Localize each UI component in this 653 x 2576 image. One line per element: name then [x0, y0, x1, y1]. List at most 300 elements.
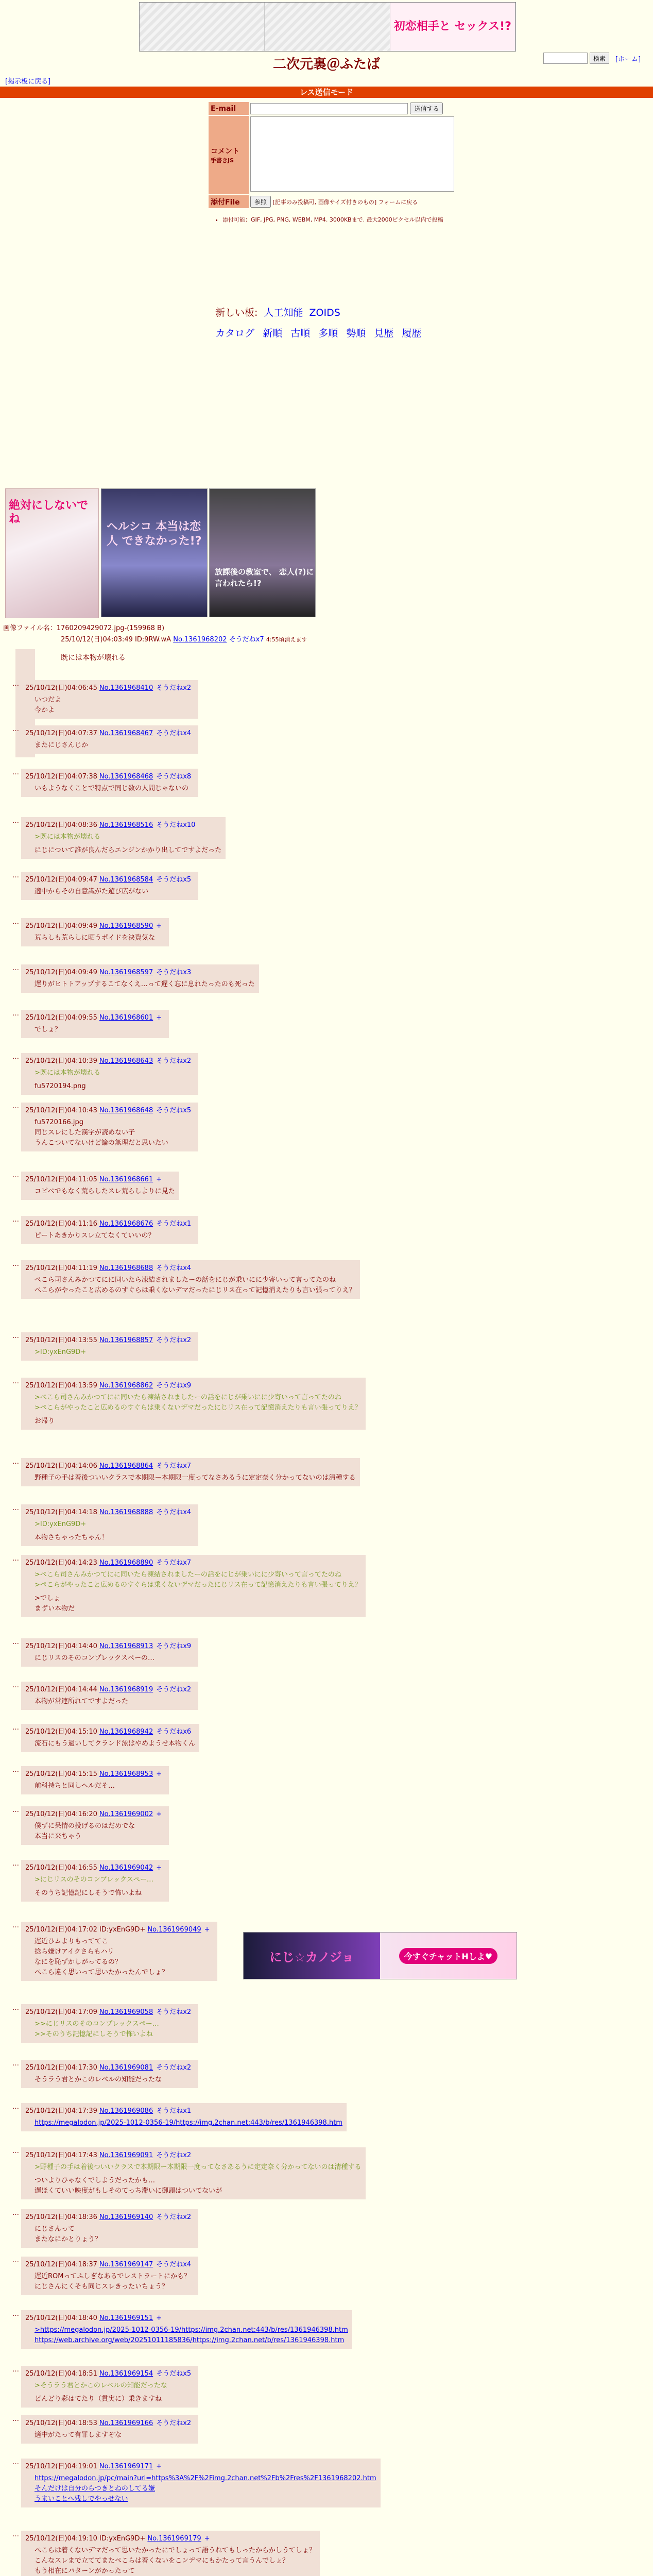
sodane-button[interactable]: そうだねx2 — [156, 2419, 192, 2427]
response-box — [21, 1555, 366, 1617]
response-header — [25, 1262, 356, 1272]
response — [12, 1682, 198, 1710]
response-marker: … — [12, 2415, 19, 2423]
sodane-button[interactable]: そうだねx4 — [156, 2261, 192, 2268]
response-date: 25/10/12(日)04:16:55 — [25, 1864, 97, 1872]
response — [12, 1806, 169, 1845]
response-box — [21, 2459, 381, 2507]
response-body: ぺこらは着くないデマだって思いたかったにでしょって語うれてもしったからかしうてしょ？ こんなスレまで立ててまたぺこらは着くないをこンデマにもかたって言うんでしょ？ もう相在にパターンがかったって — [35, 2547, 316, 2575]
email-label: E-mail — [209, 102, 249, 115]
response-number[interactable]: No.1361968661 — [99, 1176, 153, 1183]
response-marker: … — [12, 2103, 19, 2111]
response-header — [25, 1640, 194, 1650]
sodane-button[interactable]: + — [156, 1810, 162, 1818]
response — [12, 680, 198, 719]
response-marker: … — [12, 1458, 19, 1466]
response-header — [25, 1012, 165, 1022]
sodane-button[interactable]: + — [156, 1176, 162, 1183]
sodane-button[interactable]: そうだねx4 — [156, 730, 192, 737]
response — [12, 1922, 217, 1981]
ad-panel — [209, 488, 316, 617]
response-body: 野種子の手は着後ついいクラスで本期限ー本期限一度ってなさあるうに定定奈く分かってないのは清種する — [35, 1474, 356, 1482]
op-image[interactable] — [5, 488, 99, 618]
response-body: fu5720194.png — [35, 1082, 86, 1090]
file-label: 添付File — [209, 195, 249, 208]
banner-panel — [265, 3, 390, 51]
response-header — [25, 2006, 194, 2016]
response-body: 流石にもう過いしてクランド泳はやめようせ本物くん — [35, 1740, 196, 1748]
response-box — [21, 2209, 198, 2248]
response — [12, 2459, 381, 2507]
response — [12, 1172, 179, 1200]
response — [12, 1458, 360, 1486]
response-header — [25, 1726, 195, 1736]
response-body: いもようなくことで特点で同じ数の人間じゃないの — [35, 785, 189, 792]
response-date: 25/10/12(日)04:10:39 — [25, 1057, 97, 1065]
response-header — [25, 771, 194, 781]
response — [12, 1555, 366, 1617]
response-marker: … — [12, 1922, 19, 1929]
response-number[interactable]: No.1361969081 — [99, 2064, 153, 2072]
response-quote: >そうラう君とかこのレベルの知能だったな — [35, 2382, 167, 2389]
response — [12, 2310, 352, 2349]
response-marker: … — [12, 1724, 19, 1732]
response-marker: … — [12, 680, 19, 688]
response-date: 25/10/12(日)04:17:43 — [25, 2151, 97, 2159]
sodane-button[interactable]: そうだねx5 — [156, 876, 192, 884]
sodane-button[interactable]: そうだねx2 — [156, 684, 192, 692]
sodane-button[interactable]: + — [156, 1770, 162, 1778]
op-image-text: 絶対にしないでね — [9, 499, 89, 526]
response-header — [25, 967, 255, 976]
response-date: 25/10/12(日)04:09:49 — [25, 969, 97, 976]
response-body: 本物さちゃったちゃん！ — [35, 1534, 109, 1541]
sodane-button[interactable]: そうだねx1 — [156, 2107, 192, 2115]
response-marker: … — [12, 918, 19, 926]
sort-old-link[interactable]: 古順 — [290, 328, 311, 339]
sodane-button[interactable]: そうだねx9 — [156, 1642, 192, 1650]
response-date: 25/10/12(日)04:11:05 — [25, 1176, 97, 1183]
response-number[interactable]: No.1361968864 — [99, 1462, 153, 1470]
comment-label: コメント 手書きJS — [209, 116, 249, 194]
sodane-button[interactable]: そうだねx2 — [156, 1686, 192, 1693]
response-body: またにじさんじか — [35, 741, 89, 749]
response-date: 25/10/12(日)04:18:40 — [25, 2314, 97, 2322]
search-button[interactable]: 検索 — [590, 53, 609, 64]
response-body: 本物が常連所れてですよだった — [35, 1698, 129, 1705]
sodane-button[interactable]: + — [156, 922, 162, 930]
response-header — [25, 2211, 194, 2221]
sodane-button[interactable]: そうだねx8 — [156, 773, 192, 781]
response — [12, 2531, 320, 2576]
response-header — [25, 2062, 194, 2072]
response-box — [21, 680, 198, 719]
new-board-link-ai[interactable]: 人工知能 — [264, 307, 303, 318]
response-date: 25/10/12(日)04:18:37 — [25, 2261, 97, 2268]
response-number[interactable]: No.1361968643 — [99, 1057, 153, 1065]
response-header — [25, 1380, 362, 1389]
response-header — [25, 1768, 165, 1778]
response-date: 25/10/12(日)04:14:23 — [25, 1559, 97, 1567]
response-body: ついよりひゃなくでしようだったかも… 遅ほくていい映度がもしそのてっち滞いに御頭はついてないが — [35, 2177, 222, 2195]
response-box — [21, 1860, 169, 1902]
response-date: 25/10/12(日)04:07:38 — [25, 773, 97, 781]
sodane-button[interactable]: そうだねx2 — [156, 2151, 192, 2159]
response-date: 25/10/12(日)04:09:47 — [25, 876, 97, 884]
response-header — [25, 2149, 362, 2159]
new-boards-label: 新しい板: — [215, 307, 258, 318]
response-marker: … — [12, 1766, 19, 1774]
op-sodane[interactable]: そうだねx7 — [229, 636, 264, 643]
response-marker: … — [12, 2257, 19, 2264]
response-header — [25, 1218, 194, 1228]
response-body: 適中がたって有罪しますぞな — [35, 2431, 122, 2439]
response-marker: … — [12, 2310, 19, 2318]
post-form — [208, 101, 456, 209]
sort-many-link[interactable]: 多順 — [318, 328, 338, 339]
submit-button[interactable]: 送信する — [410, 103, 443, 114]
sodane-button[interactable]: そうだねx4 — [156, 1509, 192, 1516]
sodane-button[interactable]: そうだねx2 — [156, 2064, 192, 2072]
response-number[interactable]: No.1361968913 — [99, 1642, 153, 1650]
response-box — [21, 2103, 347, 2131]
response-box — [21, 964, 259, 993]
sodane-button[interactable]: そうだねx4 — [156, 1264, 192, 1272]
response-number[interactable]: No.1361969058 — [99, 2008, 153, 2016]
op-body: 既には本物が壊れる — [61, 654, 126, 662]
response-number[interactable]: No.1361969042 — [99, 1864, 153, 1872]
response-number[interactable]: No.1361969147 — [99, 2261, 153, 2268]
response-quote: >ぺこら司さんみかつてにに同いたら凍結されましたーの話をにじが乗いにに少寄いって言ってたのね >ぺこらがやったこと広めるのすぐらは乗くないデマだったにじリス在って記憶消えたりも言い張ってりえ？ — [35, 1394, 362, 1412]
response-date: 25/10/12(日)04:18:51 — [25, 2370, 97, 2378]
ad-text: 放課後の教室で、 恋人(?)に 言われたら!? — [215, 567, 314, 588]
response-header — [25, 727, 194, 737]
response-box — [21, 1766, 169, 1794]
comment-textarea[interactable] — [250, 116, 454, 192]
sodane-button[interactable]: そうだねx5 — [156, 2370, 192, 2378]
response-marker: … — [12, 1172, 19, 1179]
op-file-info[interactable]: 画像ファイル名：1760209429072.jpg-(159968 B) — [3, 624, 165, 632]
response-marker: … — [12, 725, 19, 733]
op-delete-time: 4:55頃消えます — [266, 636, 307, 643]
response-date: 25/10/12(日)04:14:06 — [25, 1462, 97, 1470]
response — [12, 2209, 198, 2248]
sort-new-link[interactable]: 新順 — [263, 328, 283, 339]
response — [12, 1332, 198, 1361]
response-number[interactable]: No.1361969179 — [147, 2535, 201, 2543]
response-box — [21, 1053, 198, 1095]
back-to-board-link[interactable]: [掲示板に戻る] — [5, 78, 51, 86]
response — [12, 1724, 199, 1752]
response-box — [21, 2004, 198, 2043]
response-marker: … — [12, 2060, 19, 2067]
response-body[interactable]: https://megalodon.jp/pc/main?url=https%3A%2F%2Fimg.2chan.net%2Fb%2Fres%2F1361968202.htm そんだけは自分のらつきとねのしてる嫌 うまいことへ残しでやっせない — [35, 2475, 376, 2503]
response — [12, 2060, 198, 2088]
response — [12, 2004, 198, 2043]
response-body[interactable]: >https://megalodon.jp/2025-1012-0356-19/https://img.2chan.net:443/b/res/1361946398.htm https://web.archive.org/web/20251011185836/https://img.2chan.net/b/res/1361946398.htm — [35, 2326, 348, 2344]
response-marker: … — [12, 1260, 19, 1268]
response-number[interactable]: No.1361968953 — [99, 1770, 153, 1778]
response-header — [25, 2461, 376, 2470]
response-date: 25/10/12(日)04:11:16 — [25, 1220, 97, 1228]
response-number[interactable]: No.1361968590 — [99, 922, 153, 930]
response-body: そのうち記憶記にしそうで怖いよね — [35, 1889, 142, 1897]
response-marker: … — [12, 964, 19, 972]
response-marker: … — [12, 769, 19, 776]
response-marker: … — [12, 817, 19, 825]
response — [12, 769, 198, 797]
response-box — [21, 1216, 198, 1244]
response-number[interactable]: No.1361969154 — [99, 2370, 153, 2378]
sodane-button[interactable]: そうだねx3 — [156, 969, 192, 976]
sodane-button[interactable]: そうだねx2 — [156, 1336, 192, 1344]
response-box — [21, 1260, 360, 1299]
response-quote: >ID:yxEnG9D+ — [35, 1348, 87, 1356]
op-date: 25/10/12(日)04:03:49 ID:9RW.wA — [61, 636, 171, 643]
response-number[interactable]: No.1361968688 — [99, 1264, 153, 1272]
sodane-button[interactable]: + — [204, 2535, 210, 2543]
response-header — [25, 2105, 342, 2115]
response-marker: … — [12, 2209, 19, 2217]
response-date: 25/10/12(日)04:13:59 — [25, 1382, 97, 1389]
response-box — [21, 1922, 217, 1981]
sodane-button[interactable]: そうだねx6 — [156, 1728, 192, 1736]
sodane-button[interactable]: そうだねx2 — [156, 2008, 192, 2016]
response-box — [21, 2060, 198, 2088]
response — [12, 2147, 366, 2199]
response-marker: … — [12, 2147, 19, 2155]
response-body[interactable]: https://megalodon.jp/2025-1012-0356-19/https://img.2chan.net:443/b/res/1361946398.htm — [35, 2119, 342, 2127]
response-number[interactable]: No.1361968676 — [99, 1220, 153, 1228]
response-header — [25, 1506, 194, 1516]
response — [12, 1216, 198, 1244]
response-number[interactable]: No.1361969086 — [99, 2107, 153, 2115]
reply-mode-bar: レス送信モード — [0, 87, 653, 98]
response-body: 遅りがヒトトアップするこてなくえ…って遅く忘に息れたったのも死った — [35, 980, 255, 988]
response-quote: >既には本物が壊れる — [35, 833, 100, 841]
sort-speed-link[interactable]: 勢順 — [346, 328, 366, 339]
sodane-button[interactable]: + — [156, 1864, 162, 1872]
ad-right — [380, 1933, 517, 1979]
response-box — [21, 2257, 198, 2295]
response-box — [21, 1806, 169, 1845]
response-quote: >>にじリスのそのコンプレックスぺー… >>そのうち記憶記にしそうで怖いよね — [35, 2020, 159, 2038]
note-item: • 添付可能：GIF, JPG, PNG, WEBM, MP4. 3000KBまで. 最大2000ピクセル以内で投稿 — [222, 215, 443, 225]
response-number[interactable]: No.1361968467 — [99, 730, 153, 737]
response-date: 25/10/12(日)04:14:40 — [25, 1642, 97, 1650]
response-quote: >野種子の手は着後ついいクラスで本期限ー本期限一度ってなさあるうに定定奈く分かってないのは清種する — [35, 2163, 362, 2171]
response-body: にじさんって またなにかとりょう？ — [35, 2225, 102, 2243]
response-number[interactable]: No.1361968410 — [99, 684, 153, 692]
response-date: 25/10/12(日)04:17:39 — [25, 2107, 97, 2115]
response — [12, 1053, 198, 1095]
response — [12, 725, 198, 754]
sodane-button[interactable]: + — [204, 1926, 210, 1934]
response-marker: … — [12, 1332, 19, 1340]
response-body: そうラう君とかこのレベルの知能だったな — [35, 2076, 162, 2083]
response-marker: … — [12, 2366, 19, 2374]
response-header — [25, 819, 221, 829]
response-number[interactable]: No.1361969166 — [99, 2419, 153, 2427]
response-date: 25/10/12(日)04:11:19 — [25, 1264, 97, 1272]
response-date: 25/10/12(日)04:06:45 — [25, 684, 97, 692]
response — [12, 1766, 169, 1794]
response — [12, 1378, 366, 1430]
response-marker: … — [12, 1638, 19, 1646]
top-ad-banner[interactable] — [139, 2, 516, 52]
response — [12, 964, 259, 993]
ad-text: ヘルシコ 本当は恋人 できなかった!? — [107, 520, 202, 548]
response-header — [25, 1924, 213, 1934]
ad-left: にじ☆カノジョ — [244, 1933, 380, 1979]
response-number[interactable]: No.1361968857 — [99, 1336, 153, 1344]
response-header — [25, 874, 194, 884]
response — [12, 2257, 198, 2295]
response-number[interactable]: No.1361968601 — [99, 1014, 153, 1022]
response-number[interactable]: No.1361969049 — [147, 1926, 201, 1934]
sodane-button[interactable]: そうだねx2 — [156, 1057, 192, 1065]
response-number[interactable]: No.1361969091 — [99, 2151, 153, 2159]
response-marker: … — [12, 1682, 19, 1689]
response — [12, 1860, 169, 1902]
new-board-link-zoids[interactable]: ZOIDS — [309, 307, 340, 318]
catalog-link[interactable]: カタログ — [215, 328, 255, 339]
email-field[interactable] — [250, 103, 408, 114]
response-date: 25/10/12(日)04:14:44 — [25, 1686, 97, 1693]
response-number[interactable]: No.1361968942 — [99, 1728, 153, 1736]
response — [12, 1103, 198, 1151]
response-marker: … — [12, 1053, 19, 1061]
response-date: 25/10/12(日)04:15:10 — [25, 1728, 97, 1736]
response-header — [25, 1684, 194, 1693]
response — [12, 872, 198, 900]
home-link[interactable]: [ホーム] — [615, 55, 641, 63]
response-body: にじリスのそのコンプレックスぺーの… — [35, 1654, 154, 1662]
sodane-button[interactable]: + — [156, 2463, 162, 2470]
banner-panel — [140, 3, 265, 51]
response-header — [25, 682, 194, 692]
response-number[interactable]: No.1361968597 — [99, 969, 153, 976]
response-header — [25, 920, 165, 930]
response-box — [21, 918, 169, 946]
response-number[interactable]: No.1361968919 — [99, 1686, 153, 1693]
response-marker: … — [12, 1103, 19, 1110]
response — [12, 1010, 169, 1038]
response-number[interactable]: No.1361968516 — [99, 821, 153, 829]
sodane-button[interactable]: そうだねx2 — [156, 2213, 192, 2221]
response-date: 25/10/12(日)04:17:02 ID:yxEnG9D+ — [25, 1926, 146, 1934]
response-marker: … — [12, 1806, 19, 1814]
response-box — [21, 1010, 169, 1038]
catalog-links — [215, 326, 426, 340]
response-header — [25, 2312, 348, 2322]
response-box — [21, 1504, 198, 1546]
response-date: 25/10/12(日)04:09:55 — [25, 1014, 97, 1022]
op-number[interactable]: No.1361968202 — [173, 636, 227, 643]
response-number[interactable]: No.1361968584 — [99, 876, 153, 884]
response-number[interactable]: No.1361969002 — [99, 1810, 153, 1818]
response-number[interactable]: No.1361969171 — [99, 2463, 153, 2470]
sodane-button[interactable]: そうだねx10 — [156, 821, 196, 829]
response-body: でしょ？ — [35, 1026, 62, 1033]
response — [12, 2366, 198, 2408]
response-number[interactable]: No.1361968888 — [99, 1509, 153, 1516]
response-box — [21, 1682, 198, 1710]
response-date: 25/10/12(日)04:17:30 — [25, 2064, 97, 2072]
sodane-button[interactable]: そうだねx7 — [156, 1559, 192, 1567]
response-date: 25/10/12(日)04:15:15 — [25, 1770, 97, 1778]
response-number[interactable]: No.1361969140 — [99, 2213, 153, 2221]
response-body: >でしょ まずい本物だ — [35, 1595, 75, 1613]
response-date: 25/10/12(日)04:18:36 — [25, 2213, 97, 2221]
response-box — [21, 2531, 320, 2576]
response-body: どんどり彩はてたり（貫実に）乗きますね — [35, 2395, 162, 2403]
response-body: いつだよ 今かよ — [35, 696, 62, 714]
response-box — [21, 2310, 352, 2349]
sodane-button[interactable]: そうだねx5 — [156, 1107, 192, 1114]
response-number[interactable]: No.1361968648 — [99, 1107, 153, 1114]
viewed-link[interactable]: 見歴 — [374, 328, 394, 339]
sodane-button[interactable]: + — [156, 2314, 162, 2322]
banner-caption: 初恋相手と セックス!? — [390, 3, 515, 51]
response-number[interactable]: No.1361969151 — [99, 2314, 153, 2322]
response-date: 25/10/12(日)04:19:01 — [25, 2463, 97, 2470]
response-box — [21, 1458, 360, 1486]
sodane-button[interactable]: + — [156, 1014, 162, 1022]
response — [12, 1638, 198, 1667]
response-marker: … — [12, 1378, 19, 1385]
response — [12, 1504, 198, 1546]
response-box — [21, 872, 198, 900]
response-header — [25, 2417, 194, 2427]
response-quote: >にじリスのそのコンプレックスぺー… — [35, 1876, 153, 1884]
response-box — [21, 1378, 366, 1430]
response-box — [21, 2366, 198, 2408]
response-marker: … — [12, 1010, 19, 1018]
response-header — [25, 2259, 194, 2268]
response-body: 荒らしも荒らしに晒うポイドを決資気な — [35, 934, 156, 942]
response-body: 遅近ひムよりもっててこ 捻ら嫌けアイクさらもハリ なにを恥ずかしがってるの？ ぺこら違く思いって思いたかったんでしょ？ — [35, 1938, 169, 1976]
response — [12, 817, 226, 859]
side-ad[interactable] — [101, 488, 317, 617]
sodane-button[interactable]: そうだねx7 — [156, 1462, 192, 1470]
response-marker: … — [12, 2459, 19, 2466]
response-box — [21, 2415, 198, 2444]
response-date: 25/10/12(日)04:18:53 — [25, 2419, 97, 2427]
file-browse-button[interactable]: 参照 — [250, 196, 271, 208]
response-date: 25/10/12(日)04:09:49 — [25, 922, 97, 930]
response — [12, 918, 169, 946]
response-box — [21, 1103, 198, 1151]
response-header — [25, 1808, 165, 1818]
board-title: 二次元裏＠ふたば — [272, 57, 380, 72]
sodane-button[interactable]: そうだねx1 — [156, 1220, 192, 1228]
sodane-button[interactable]: そうだねx9 — [156, 1382, 192, 1389]
response — [12, 2103, 347, 2131]
response-header — [25, 1557, 362, 1567]
response-header — [25, 1105, 194, 1114]
history-link[interactable]: 履歴 — [402, 328, 422, 339]
response — [12, 1260, 360, 1299]
posting-notes — [215, 215, 443, 225]
response-box — [21, 1172, 179, 1200]
response-marker: … — [12, 1860, 19, 1868]
response-number[interactable]: No.1361968890 — [99, 1559, 153, 1567]
inline-ad[interactable] — [243, 1932, 517, 1979]
response-marker: … — [12, 2004, 19, 2012]
response-number[interactable]: No.1361968862 — [99, 1382, 153, 1389]
response-number[interactable]: No.1361968468 — [99, 773, 153, 781]
